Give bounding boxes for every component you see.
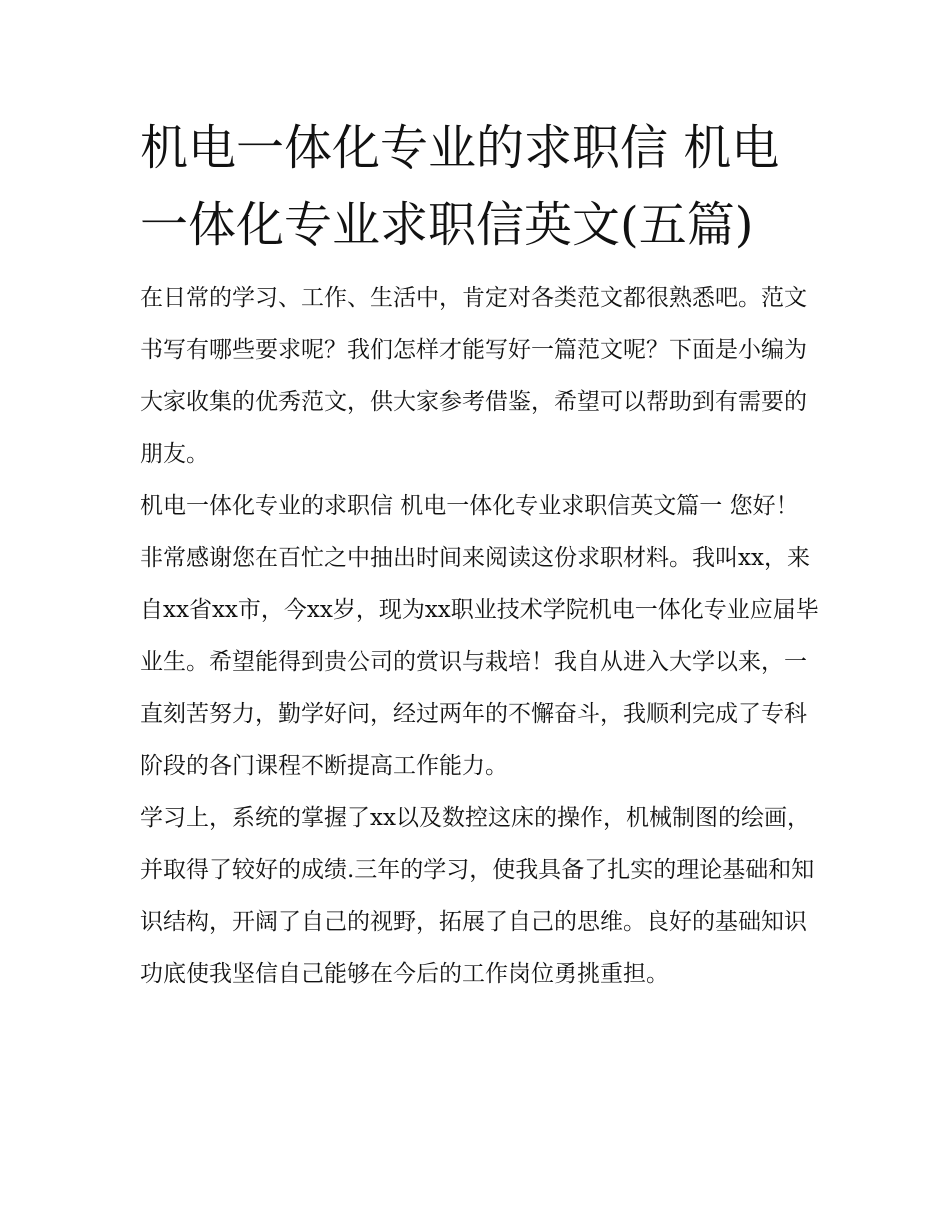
document-title: 机电一体化专业的求职信 机电一体化专业求职信英文(五篇)	[140, 120, 780, 253]
document-content	[140, 110, 820, 1000]
study-paragraph: 学习上，系统的掌握了xx以及数控这床的操作，机械制图的绘画，并取得了较好的成绩.三年的学习，使我具备了扎实的理论基础和知识结构，开阔了自己的视野，拓展了自己的思维。良好的基础知识功底使我坚信自己能够在今后的工作岗位勇挑重担。	[140, 805, 815, 987]
letter-opening-paragraph: 机电一体化专业的求职信 机电一体化专业求职信英文篇一 您好！ 非常感谢您在百忙之中抽出时间来阅读这份求职材料。我叫xx，来自xx省xx市，今xx岁，现为xx职业技术学院机电一体化专业应届毕业生。希望能得到贵公司的赏识与栽培！我自从进入大学以来，一直刻苦努力，勤学好问，经过两年的不懈奋斗，我顺利完成了专科阶段的各门课程不断提高工作能力。	[140, 493, 819, 779]
intro-paragraph: 在日常的学习、工作、生活中，肯定对各类范文都很熟悉吧。范文书写有哪些要求呢？我们怎样才能写好一篇范文呢？下面是小编为大家收集的优秀范文，供大家参考借鉴，希望可以帮助到有需要的朋友。	[140, 285, 807, 467]
document-body	[140, 272, 820, 1000]
